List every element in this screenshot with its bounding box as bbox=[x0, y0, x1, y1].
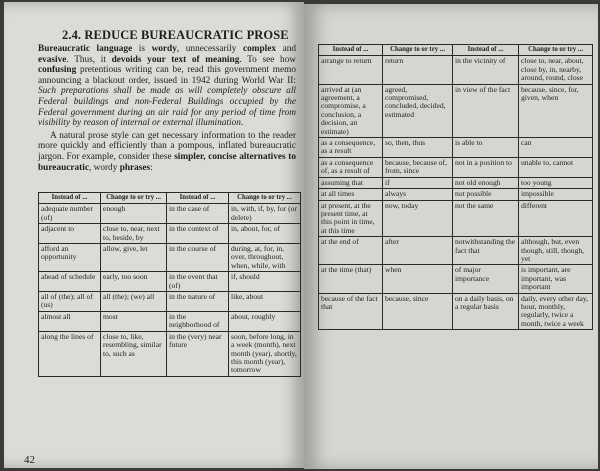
table-row bbox=[39, 292, 301, 312]
table-cell: can bbox=[519, 138, 593, 158]
table-cell: different bbox=[519, 200, 593, 237]
table-cell: in, about, for, of bbox=[229, 224, 301, 244]
table-cell: in the neighborhood of bbox=[167, 311, 229, 331]
table-cell: in the vicinity of bbox=[453, 56, 519, 84]
table-cell: impossible bbox=[519, 189, 593, 200]
table-cell: not the same bbox=[453, 200, 519, 237]
table-cell: at the end of bbox=[319, 237, 383, 265]
text-run: . To see how bbox=[239, 54, 296, 65]
table-cell: soon, before long, in a week (month), next month (year), shortly, this month (year), tomorrow bbox=[229, 331, 301, 376]
table-cell: not old enough bbox=[453, 177, 519, 188]
table-cell: is able to bbox=[453, 138, 519, 158]
table-cell: because, since, for, given, when bbox=[519, 84, 593, 137]
table-cell: agreed, compromised, concluded, decided, estimated bbox=[383, 84, 453, 137]
table-row bbox=[319, 293, 593, 330]
table-cell: so, then, thus bbox=[383, 138, 453, 158]
table-cell: of major importance bbox=[453, 265, 519, 293]
table-cell: if bbox=[383, 177, 453, 188]
intro-paragraph-1 bbox=[38, 44, 296, 129]
table-cell: about, roughly bbox=[229, 311, 301, 331]
text-run: Such preparations shall be made as will completely obscure all Federal buildings and non-Federal Buildings occupied by the Federal government during an air raid for any period of time from visibility by reason of internal or external illumination bbox=[38, 86, 296, 129]
table-cell: afford an opportunity bbox=[39, 244, 101, 272]
text-run: simpler, concise alternatives to bureaucratic bbox=[38, 151, 296, 173]
page-number: 42 bbox=[24, 454, 35, 466]
text-run: confusing bbox=[38, 65, 77, 76]
table-cell: at the time (that) bbox=[319, 265, 383, 293]
text-run: is bbox=[132, 44, 152, 54]
text-run: wordy bbox=[151, 44, 177, 54]
table-cell: daily, every other day, hour, monthly, regularly, twice a month, twice a week bbox=[519, 293, 593, 330]
table-row bbox=[319, 200, 593, 237]
table-cell: in the nature of bbox=[167, 292, 229, 312]
table-cell: not in a position to bbox=[453, 157, 519, 177]
intro-paragraph-2 bbox=[38, 131, 296, 173]
column-header: Change to or try ... bbox=[101, 193, 167, 204]
table-row bbox=[319, 157, 593, 177]
table-cell: arrived at (an agreement, a compromise, a conclusion, a decision, an estimate) bbox=[319, 84, 383, 137]
text-run: evasive bbox=[38, 54, 67, 65]
table-cell: after bbox=[383, 237, 453, 265]
text-run: phrases bbox=[119, 162, 151, 173]
table-cell: as a consequence of, as a result of bbox=[319, 157, 383, 177]
text-run: . bbox=[240, 118, 244, 129]
table-cell: now, today bbox=[383, 200, 453, 237]
table-cell: enough bbox=[101, 204, 167, 224]
table-cell: in the course of bbox=[167, 244, 229, 272]
table-cell: not possible bbox=[453, 189, 519, 200]
column-header: Instead of ... bbox=[39, 193, 101, 204]
table-cell: all of (the); all of (us) bbox=[39, 292, 101, 312]
text-run: , unnecessarily bbox=[176, 44, 243, 54]
table-cell: if, should bbox=[229, 272, 301, 292]
table-row bbox=[319, 84, 593, 137]
section-heading: 2.4. REDUCE BUREAUCRATIC PROSE bbox=[62, 28, 289, 42]
table-row bbox=[319, 189, 593, 200]
column-header: Change to or try ... bbox=[229, 193, 301, 204]
table-cell: arrange to return bbox=[319, 56, 383, 84]
table-cell: early, too soon bbox=[101, 272, 167, 292]
text-run: complex bbox=[242, 44, 277, 54]
text-run: pretentious writing can be, read this government memo announcing a blackout order, issued in 1942 during World War II: bbox=[38, 65, 296, 86]
table-cell: allow, give, let bbox=[101, 244, 167, 272]
table-cell: close to, near, about, close by, in, nearby, around, round, close bbox=[519, 56, 593, 84]
text-run: A natural prose style can get necessary information to the reader more quickly and efficiently than a pompous, inflated bureaucratic jargon. For example, consider these bbox=[38, 130, 296, 162]
text-run: Bureaucratic language bbox=[38, 44, 133, 54]
table-row bbox=[39, 311, 301, 331]
table-cell: along the lines of bbox=[39, 331, 101, 376]
table-row bbox=[319, 56, 593, 84]
table-cell: in, with, if, by, for (or delete) bbox=[229, 204, 301, 224]
table-cell: in the context of bbox=[167, 224, 229, 244]
table-cell: adequate number (of) bbox=[39, 204, 101, 224]
table-row bbox=[319, 237, 593, 265]
table-cell: all (the); (we) all bbox=[101, 292, 167, 312]
intro-text bbox=[38, 44, 296, 173]
table-cell: is important, are important, was important bbox=[519, 265, 593, 293]
table-row bbox=[319, 265, 593, 293]
table-cell: almost all bbox=[39, 311, 101, 331]
table-row bbox=[39, 272, 301, 292]
text-run: devoids your text of meaning bbox=[111, 54, 240, 65]
column-header: Instead of ... bbox=[167, 193, 229, 204]
table-cell: at present, at the present time, at this point in time, at this time bbox=[319, 200, 383, 237]
table-cell: always bbox=[383, 189, 453, 200]
table-header-row bbox=[39, 193, 301, 204]
table-cell: when bbox=[383, 265, 453, 293]
table-cell: adjacent to bbox=[39, 224, 101, 244]
table-cell: as a consequence, as a result bbox=[319, 138, 383, 158]
table-header-row bbox=[319, 45, 593, 56]
table-cell: close to, near, next to, beside, by bbox=[101, 224, 167, 244]
table-row bbox=[319, 138, 593, 158]
table-cell: because, because of, from, since bbox=[383, 157, 453, 177]
table-cell: in the event that (of) bbox=[167, 272, 229, 292]
table-cell: because, since bbox=[383, 293, 453, 330]
table-cell: most bbox=[101, 311, 167, 331]
text-run: and bbox=[276, 44, 297, 54]
text-run: , wordy bbox=[88, 162, 120, 173]
table-cell: in view of the fact bbox=[453, 84, 519, 137]
table-cell: return bbox=[383, 56, 453, 84]
table-cell: too young bbox=[519, 177, 593, 188]
right-page bbox=[304, 4, 598, 469]
table-row bbox=[39, 204, 301, 224]
table-cell: during, at, for, in, over, throughout, when, while, with bbox=[229, 244, 301, 272]
phrases-table-right bbox=[318, 44, 593, 330]
table-row bbox=[39, 244, 301, 272]
column-header: Instead of ... bbox=[319, 45, 383, 56]
column-header: Change to or try ... bbox=[519, 45, 593, 56]
table-row bbox=[39, 224, 301, 244]
column-header: Instead of ... bbox=[453, 45, 519, 56]
phrases-table-left bbox=[38, 192, 301, 377]
table-cell: in the case of bbox=[167, 204, 229, 224]
table-cell: ahead of schedule bbox=[39, 272, 101, 292]
table-cell: in the (very) near future bbox=[167, 331, 229, 376]
table-cell: like, about bbox=[229, 292, 301, 312]
left-page bbox=[4, 2, 304, 468]
table-cell: at all times bbox=[319, 189, 383, 200]
table-cell: because of the fact that bbox=[319, 293, 383, 330]
table-cell: notwithstanding the fact that bbox=[453, 237, 519, 265]
table-cell: unable to, cannot bbox=[519, 157, 593, 177]
table-cell: assuming that bbox=[319, 177, 383, 188]
table-row bbox=[39, 331, 301, 376]
table-cell: although, but, even though, still, though, yet bbox=[519, 237, 593, 265]
column-header: Change to or try ... bbox=[383, 45, 453, 56]
table-cell: close to, like, resembling, similar to, such as bbox=[101, 331, 167, 376]
table-row bbox=[319, 177, 593, 188]
table-cell: on a daily basis, on a regular basis bbox=[453, 293, 519, 330]
text-run: . Thus, it bbox=[66, 54, 112, 65]
text-run: : bbox=[150, 162, 153, 173]
